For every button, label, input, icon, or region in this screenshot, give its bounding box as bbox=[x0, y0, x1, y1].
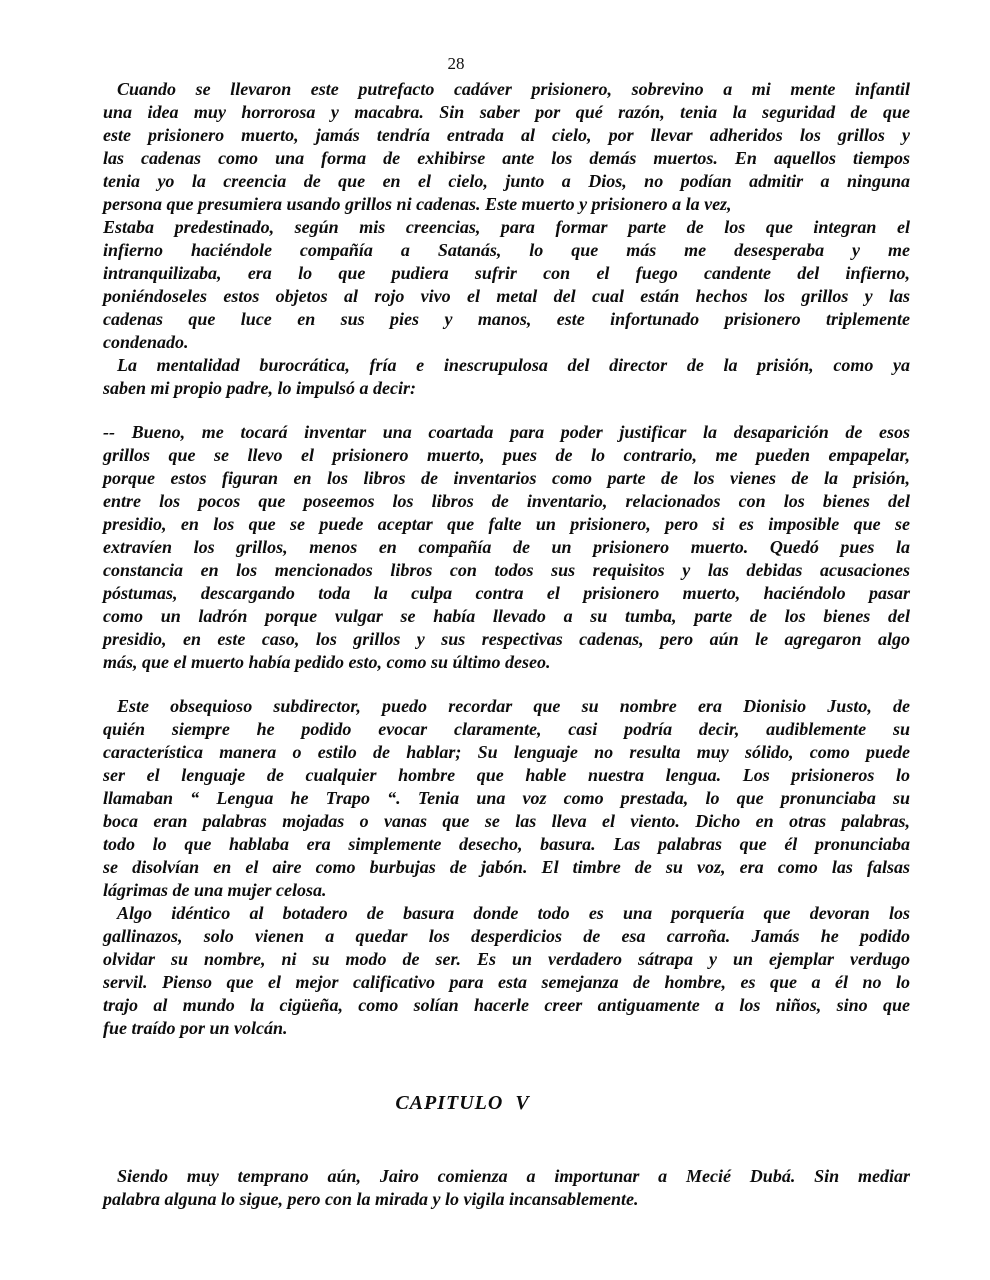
text-line: entre los pocos que poseemos los libros de inventario, relacionados con los bienes del bbox=[103, 491, 910, 511]
text-line: póstumas, descargando toda la culpa contra el prisionero muerto, haciéndolo pasar bbox=[103, 583, 910, 603]
paragraph bbox=[103, 78, 910, 354]
text-line: característica manera o estilo de hablar; Su lenguaje no resulta muy sólido, como puede bbox=[103, 742, 910, 762]
text-line: condenado. bbox=[103, 332, 189, 352]
paragraph bbox=[103, 1165, 910, 1211]
text-line: infierno haciéndole compañía a Satanás, lo que más me desesperaba y me bbox=[103, 240, 910, 260]
text-line: tenia yo la creencia de que en el cielo, junto a Dios, no podían admitir a ninguna bbox=[103, 171, 910, 191]
text-line: Este obsequioso subdirector, puedo recordar que su nombre era Dionisio Justo, de bbox=[117, 696, 910, 716]
text-line: más, que el muerto había pedido esto, como su último deseo. bbox=[103, 652, 551, 672]
text-line: trajo al mundo la cigüeña, como solían hacerle creer antiguamente a los niños, sino que bbox=[103, 995, 910, 1015]
text-line: llamaban “ Lengua he Trapo “. Tenia una voz como prestada, lo que pronunciaba su bbox=[103, 788, 910, 808]
text-line: boca eran palabras mojadas o vanas que se las lleva el viento. Dicho en otras palabras, bbox=[103, 811, 910, 831]
text-line: todo lo que hablaba era simplemente desecho, basura. Las palabras que él pronunciaba bbox=[103, 834, 910, 854]
text-line: servil. Pienso que el mejor calificativo para esta semejanza de hombre, es que a él no lo bbox=[103, 972, 910, 992]
text-line: Cuando se llevaron este putrefacto cadáver prisionero, sobrevino a mi mente infantil bbox=[117, 79, 910, 99]
text-line: Algo idéntico al botadero de basura donde todo es una porquería que devoran los bbox=[117, 903, 910, 923]
text-line: intranquilizaba, era lo que pudiera sufrir con el fuego candente del infierno, bbox=[103, 263, 910, 283]
chapter-heading: CAPITULO V bbox=[395, 1092, 530, 1114]
paragraph bbox=[103, 421, 910, 674]
text-line: olvidar su nombre, ni su modo de ser. Es un verdadero sátrapa y un ejemplar verdugo bbox=[103, 949, 910, 969]
text-line: presidio, en este caso, los grillos y sus respectivas cadenas, pero aún le agregaron algo bbox=[103, 629, 910, 649]
text-line: palabra alguna lo sigue, pero con la mirada y lo vigila incansablemente. bbox=[103, 1189, 639, 1209]
paragraph-spacer bbox=[103, 674, 910, 695]
text-line: porque estos figuran en los libros de inventarios como parte de los vienes de la prisión, bbox=[103, 468, 910, 488]
text-line: La mentalidad burocrática, fría e inescrupulosa del director de la prisión, como ya bbox=[117, 355, 910, 375]
text-line: una idea muy horrorosa y macabra. Sin saber por qué razón, tenia la seguridad de que bbox=[103, 102, 910, 122]
text-line: se disolvían en el aire como burbujas de jabón. El timbre de su voz, era como las falsas bbox=[103, 857, 910, 877]
text-line: -- Bueno, me tocará inventar una coartada para poder justificar la desaparición de esos bbox=[103, 422, 910, 442]
text-line: extravíen los grillos, menos en compañía de un prisionero muerto. Quedó pues la bbox=[103, 537, 910, 557]
paragraph bbox=[103, 695, 910, 902]
text-line: grillos que se llevo el prisionero muerto, pues de lo contrario, me pueden empapelar, bbox=[103, 445, 910, 465]
text-line: lágrimas de una mujer celosa. bbox=[103, 880, 327, 900]
text-line: quién siempre he podido evocar claramente, casi podría decir, audiblemente su bbox=[103, 719, 910, 739]
text-line: persona que presumiera usando grillos ni cadenas. Este muerto y prisionero a la vez, bbox=[103, 194, 732, 214]
text-line: Estaba predestinado, según mis creencias, para formar parte de los que integran el bbox=[103, 217, 910, 237]
paragraph-spacer bbox=[103, 400, 910, 421]
text-line: ser el lenguaje de cualquier hombre que hable nuestra lengua. Los prisioneros lo bbox=[103, 765, 910, 785]
text-line: Siendo muy temprano aún, Jairo comienza a importunar a Mecié Dubá. Sin mediar bbox=[117, 1166, 910, 1186]
text-line: cadenas que luce en sus pies y manos, este infortunado prisionero triplemente bbox=[103, 309, 910, 329]
text-line: las cadenas como una forma de exhibirse ante los demás muertos. En aquellos tiempos bbox=[103, 148, 910, 168]
page-body bbox=[103, 78, 910, 1211]
text-line: como un ladrón porque vulgar se había llevado a su tumba, parte de los bienes del bbox=[103, 606, 910, 626]
text-line: fue traído por un volcán. bbox=[103, 1018, 288, 1038]
paragraph bbox=[103, 354, 910, 400]
text-line: este prisionero muerto, jamás tendría entrada al cielo, por llevar adheridos los grillos y bbox=[103, 125, 910, 145]
paragraph bbox=[103, 902, 910, 1040]
page-number: 28 bbox=[447, 54, 465, 73]
text-line: gallinazos, solo vienen a quedar los desperdicios de esa carroña. Jamás he podido bbox=[103, 926, 910, 946]
text-line: poniéndoseles estos objetos al rojo vivo el metal del cual están hechos los grillos y las bbox=[103, 286, 910, 306]
text-line: saben mi propio padre, lo impulsó a decir: bbox=[103, 378, 417, 398]
text-line: constancia en los mencionados libros con todos sus requisitos y las debidas acusaciones bbox=[103, 560, 910, 580]
text-line: presidio, en los que se puede aceptar que falte un prisionero, pero si es imposible que se bbox=[103, 514, 910, 534]
